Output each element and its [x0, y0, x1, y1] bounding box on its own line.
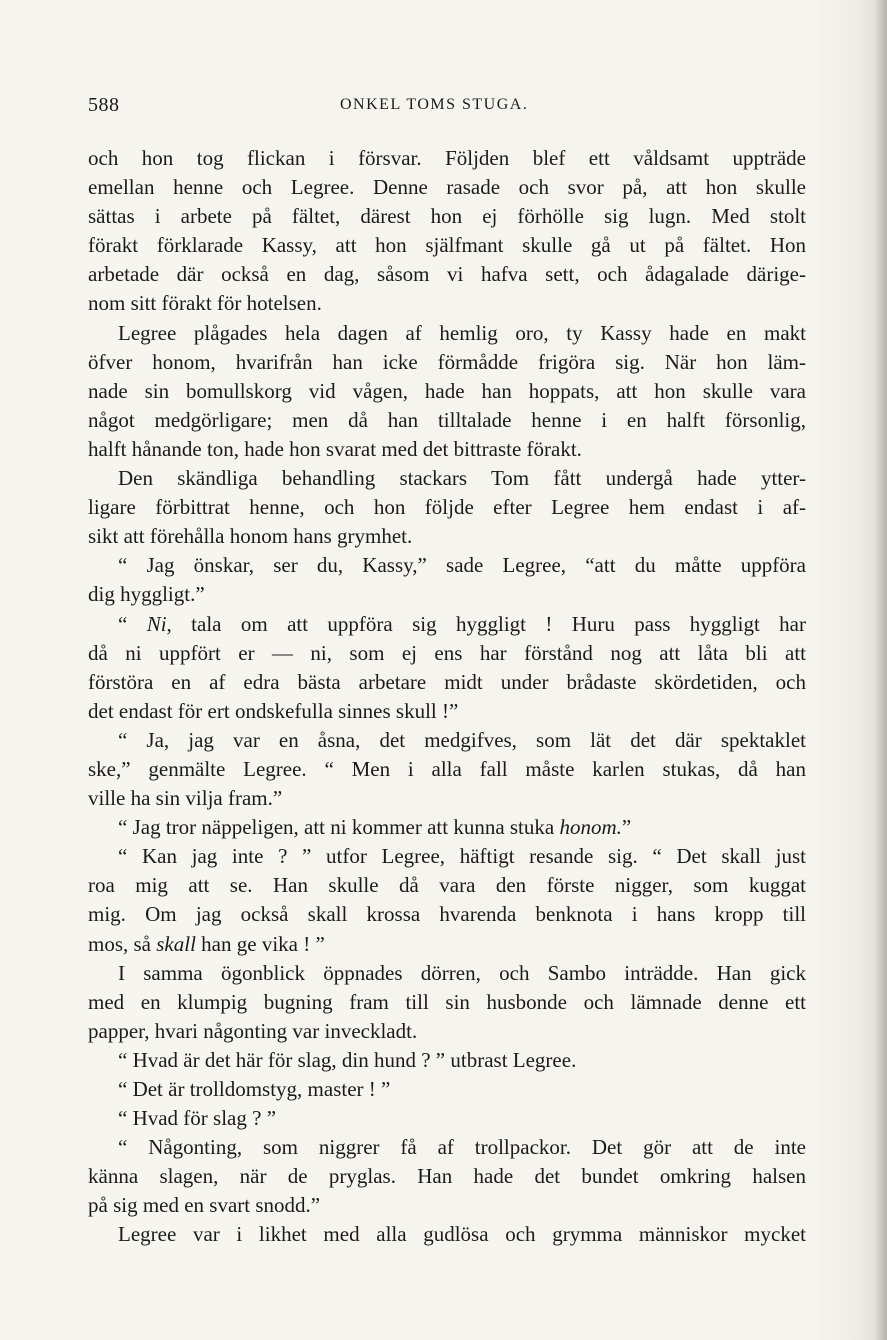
- text-line: emellan henne och Legree. Denne rasade och svor på, att hon skulle: [88, 175, 806, 200]
- text-line: roa mig att se. Han skulle då vara den förste nigger, som kuggat: [88, 873, 806, 898]
- text-line: det endast för ert ondskefulla sinnes skull !”: [88, 698, 459, 723]
- text-line: dig hyggligt.”: [88, 582, 205, 607]
- page-header: [88, 94, 808, 120]
- text-line: “ Kan jag inte ? ” utfor Legree, häftigt resande sig. “ Det skall just: [118, 844, 806, 869]
- text-line: papper, hvari någonting var inveckladt.: [88, 1018, 418, 1043]
- text-line: arbetade där också en dag, såsom vi hafva sett, och ådagalade därige-: [88, 262, 806, 287]
- text-line: något medgörligare; men då han tilltalade henne i en halft försonlig,: [88, 407, 806, 432]
- body-text: [88, 144, 806, 1250]
- text-line: “ Ni, tala om att uppföra sig hyggligt ! Huru pass hyggligt har: [118, 611, 806, 636]
- text-line: med en klumpig bugning fram till sin husbonde och lämnade denne ett: [88, 989, 806, 1014]
- text-line: “ Någonting, som niggrer få af trollpackor. Det gör att de inte: [118, 1135, 806, 1160]
- text-line: Legree var i likhet med alla gudlösa och grymma människor mycket: [118, 1222, 806, 1247]
- text-line: “ Hvad för slag ? ”: [118, 1106, 277, 1131]
- text-line: nade sin bomullskorg vid vågen, hade han hoppats, att hon skulle vara: [88, 378, 806, 403]
- text-line: förakt förklarade Kassy, att hon själfmant skulle gå ut på fältet. Hon: [88, 233, 806, 258]
- text-line: på sig med en svart snodd.”: [88, 1193, 321, 1218]
- text-line: “ Jag önskar, ser du, Kassy,” sade Legree, “att du måtte uppföra: [118, 553, 806, 578]
- text-line: mig. Om jag också skall krossa hvarenda benknota i hans kropp till: [88, 902, 806, 927]
- text-line: “ Jag tror näppeligen, att ni kommer att kunna stuka honom.”: [118, 815, 632, 840]
- text-line: öfver honom, hvarifrån han icke förmådde frigöra sig. När hon läm-: [88, 349, 806, 374]
- text-line: förstöra en af edra bästa arbetare midt under brådaste skördetiden, och: [88, 669, 806, 694]
- text-line: då ni uppfört er — ni, som ej ens har förstånd nog att låta bli att: [88, 640, 806, 665]
- text-line: Den skändliga behandling stackars Tom fått undergå hade ytter-: [118, 466, 806, 491]
- text-line: nom sitt förakt för hotelsen.: [88, 291, 322, 316]
- text-line: känna slagen, när de pryglas. Han hade det bundet omkring halsen: [88, 1164, 806, 1189]
- page-edge-shadow: [875, 0, 887, 1340]
- text-line: “ Hvad är det här för slag, din hund ? ” utbrast Legree.: [118, 1047, 577, 1072]
- text-line: “ Ja, jag var en åsna, det medgifves, som lät det där spektaklet: [118, 727, 806, 752]
- text-line: sikt att förehålla honom hans grymhet.: [88, 524, 413, 549]
- page-number: 588: [88, 94, 120, 116]
- text-line: ville ha sin vilja fram.”: [88, 786, 283, 811]
- text-line: “ Det är trolldomstyg, master ! ”: [118, 1077, 391, 1101]
- text-line: I samma ögonblick öppnades dörren, och Sambo inträdde. Han gick: [118, 960, 806, 985]
- text-line: sättas i arbete på fältet, därest hon ej förhölle sig lugn. Med stolt: [88, 204, 806, 229]
- text-line: ske,” genmälte Legree. “ Men i alla fall måste karlen stukas, då han: [88, 756, 806, 781]
- text-line: och hon tog flickan i försvar. Följden blef ett våldsamt uppträde: [88, 146, 806, 170]
- running-title: ONKEL TOMS STUGA.: [340, 96, 529, 113]
- text-line: mos, så skall han ge vika ! ”: [88, 931, 325, 956]
- text-line: Legree plågades hela dagen af hemlig oro, ty Kassy hade en makt: [118, 320, 806, 345]
- text-line: ligare förbittrat henne, och hon följde efter Legree hem endast i af-: [88, 495, 806, 520]
- text-line: halft hånande ton, hade hon svarat med det bittraste förakt.: [88, 436, 582, 461]
